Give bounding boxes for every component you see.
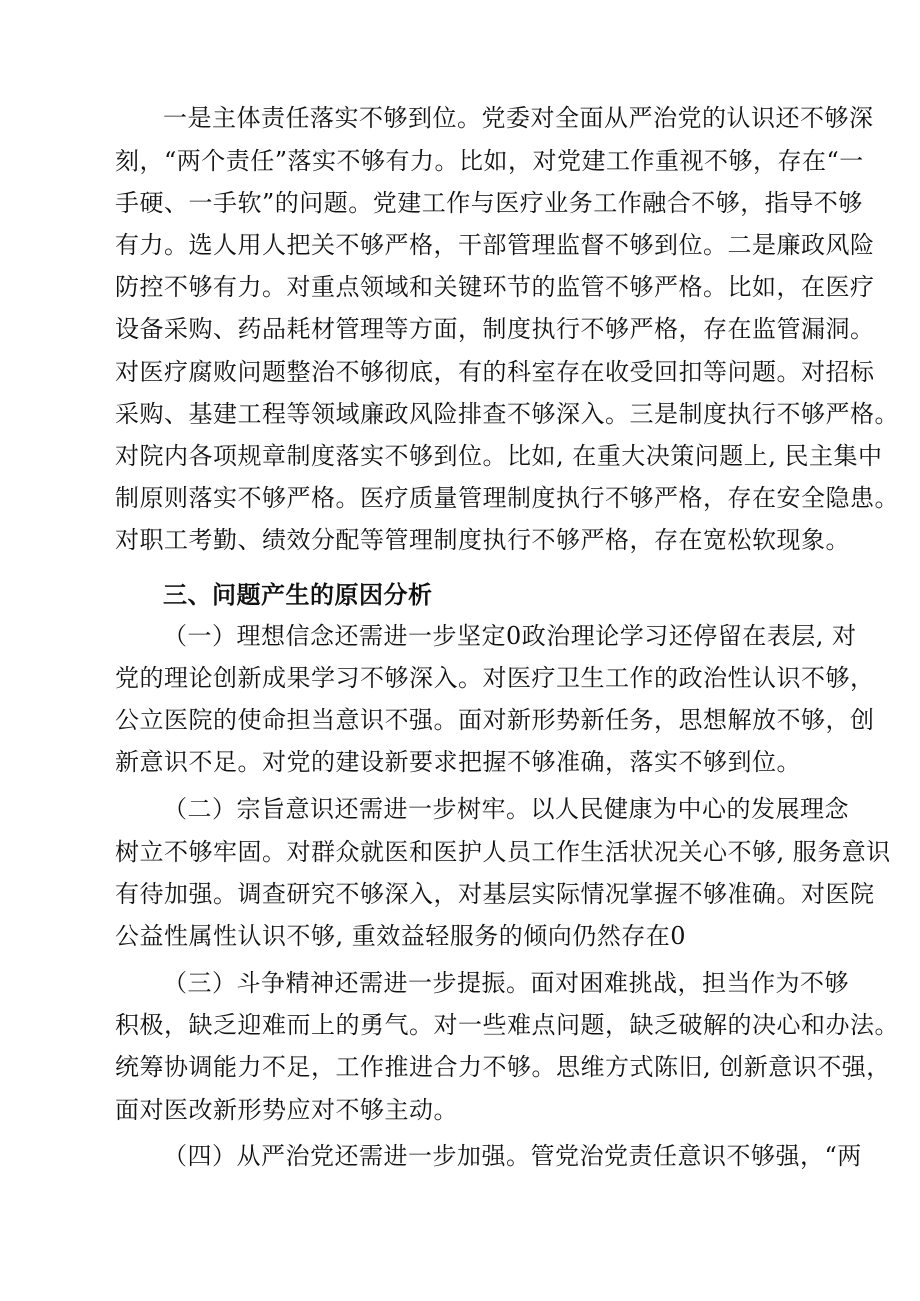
paragraph-line: 防控不够有力。对重点领域和关键环节的监管不够严格。比如，在医疗 [115,273,875,301]
paragraph-line: 有力。选人用人把关不够严格，干部管理监督不够到位。二是廉政风险 [115,231,875,259]
paragraph-line: （四）从严治党还需进一步加强。管党治党责任意识不够强，“两 [163,1142,862,1170]
paragraph-line: 对院内各项规章制度落实不够到位。比如, 在重大决策问题上, 民主集中 [115,442,883,470]
paragraph-line: 面对医改新形势应对不够主动。 [115,1096,458,1124]
paragraph-line: 一是主体责任落实不够到位。党委对全面从严治党的认识还不够深 [163,104,874,132]
paragraph-line: 刻，“两个责任”落实不够有力。比如，对党建工作重视不够，存在“一 [115,147,864,175]
paragraph-line: 采购、基建工程等领域廉政风险排查不够深入。三是制度执行不够严格。 [115,400,899,428]
paragraph-line: 对职工考勤、绩效分配等管理制度执行不够严格，存在宽松软现象。 [115,526,850,554]
paragraph-line: 有待加强。调查研究不够深入，对基层实际情况掌握不够准确。对医院 [115,880,875,908]
paragraph-line: 公益性属性认识不够, 重效益轻服务的倾向仍然存在0 [115,922,687,950]
paragraph-line: 党的理论创新成果学习不够深入。对医疗卫生工作的政治性认识不够， [115,664,875,692]
paragraph-line: （二）宗旨意识还需进一步树牢。以人民健康为中心的发展理念 [163,795,849,823]
paragraph-line: （三）斗争精神还需进一步提振。面对困难挑战，担当作为不够 [163,969,849,997]
section-heading: 三、问题产生的原因分析 [163,581,433,609]
paragraph-line: 手硬、一手软”的问题。党建工作与医疗业务工作融合不够，指导不够 [115,189,863,217]
paragraph-line: 制原则落实不够严格。医疗质量管理制度执行不够严格，存在安全隐患。 [115,484,899,512]
paragraph-line: 积极，缺乏迎难而上的勇气。对一些难点问题，缺乏破解的决心和办法。 [115,1011,899,1039]
paragraph-line: 对医疗腐败问题整治不够彻底，有的科室存在收受回扣等问题。对招标 [115,358,875,386]
paragraph-line: 树立不够牢固。对群众就医和医护人员工作生活状况关心不够, 服务意识 [115,838,891,866]
paragraph-line: 公立医院的使命担当意识不强。面对新形势新任务，思想解放不够，创 [115,706,875,734]
paragraph-line: 统筹协调能力不足，工作推进合力不够。思维方式陈旧, 创新意识不强， [115,1053,891,1081]
paragraph-line: （一）理想信念还需进一步坚定0政治理论学习还停留在表层, 对 [163,622,857,650]
paragraph-line: 新意识不足。对党的建设新要求把握不够准确，落实不够到位。 [115,748,801,776]
paragraph-line: 设备采购、药品耗材管理等方面，制度执行不够严格，存在监管漏洞。 [115,315,875,343]
